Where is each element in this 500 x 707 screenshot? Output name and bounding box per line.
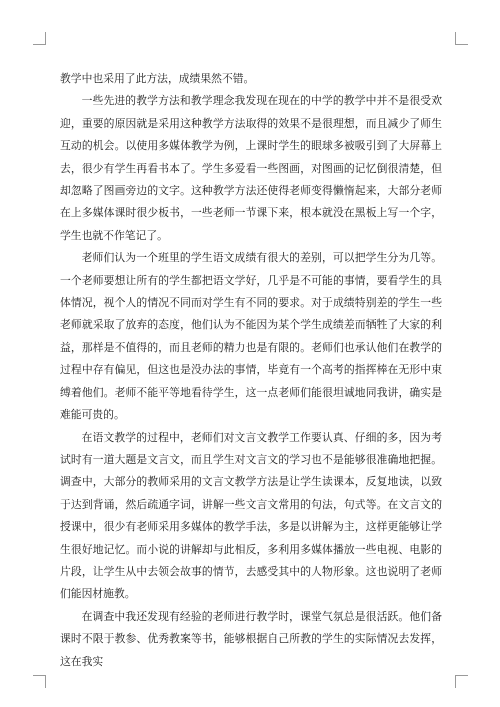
paragraph: 在语文教学的过程中，老师们对文言文教学工作要认真、仔细的多，因为考试时有一道大题是文言文，而且学生对文言文的学习也不是能够很准确地把握。调查中，大部分的教师采用的文言文教学方法是让学生读课本，反复地读，以致于达到背诵，然后疏通字词，讲解一些文言文常用的句法，句式等。在文言文的授课中，很少有老师采用多媒体的教学手法，多是以讲解为主，这样更能够让学生很好地记忆。而小说的讲解却与此相反，多利用多媒体播放一些电视、电影的片段，让学生从中去领会故事的情节，去感受其中的人物形象。这也说明了老师们能因材施教。 bbox=[60, 430, 442, 601]
paragraph-continued: 教学中也采用了此方法，成绩果然不错。 bbox=[60, 72, 255, 85]
crop-mark-top-left bbox=[33, 32, 46, 45]
paragraph: 一些先进的教学方法和教学理念我发现在现在的中学的教学中并不是很受欢迎，重要的原因就是采用这种教学方法取得的效果不是很理想，而且减少了师生互动的机会。以使用多媒体教学为例，上课时学生的眼球多被吸引到了大屏幕上去，很少有学生再看书本了。学生多爱看一些图画，对图画的记忆倒很清楚，但却忽略了图画旁边的文字。这种教学方法还使得老师变得懒惰起来，大部分老师在上多媒体课时很少板书，一些老师一节课下来，根本就没在黑板上写一个字，学生也就不作笔记了。 bbox=[60, 94, 442, 242]
crop-mark-bottom-right bbox=[455, 675, 468, 688]
document-body bbox=[60, 68, 442, 673]
paragraph: 在调查中我还发现有经验的老师进行教学时，课堂气氛总是很活跃。他们备课时不限于教参、优秀教案等书，能够根据自己所教的学生的实际情况去发挥，这在我实 bbox=[60, 609, 442, 668]
crop-mark-bottom-left bbox=[33, 675, 46, 688]
crop-mark-top-right bbox=[455, 32, 468, 45]
paragraph: 老师们认为一个班里的学生语文成绩有很大的差别，可以把学生分为几等。一个老师要想让所有的学生都把语文学好，几乎是不可能的事情，要看学生的具体情况，视个人的情况不同而对学生有不同的要求。对于成绩特别差的学生一些老师就采取了放弃的态度，他们认为不能因为某个学生成绩差而牺牲了大家的利益，那样是不值得的，而且老师的精力也是有限的。老师们也承认他们在教学的过程中存有偏见，但这也是没办法的事情，毕竟有一个高考的指挥棒在无形中束缚着他们。老师不能平等地看待学生，这一点老师们能很坦诚地同我讲，确实是难能可贵的。 bbox=[60, 251, 442, 422]
